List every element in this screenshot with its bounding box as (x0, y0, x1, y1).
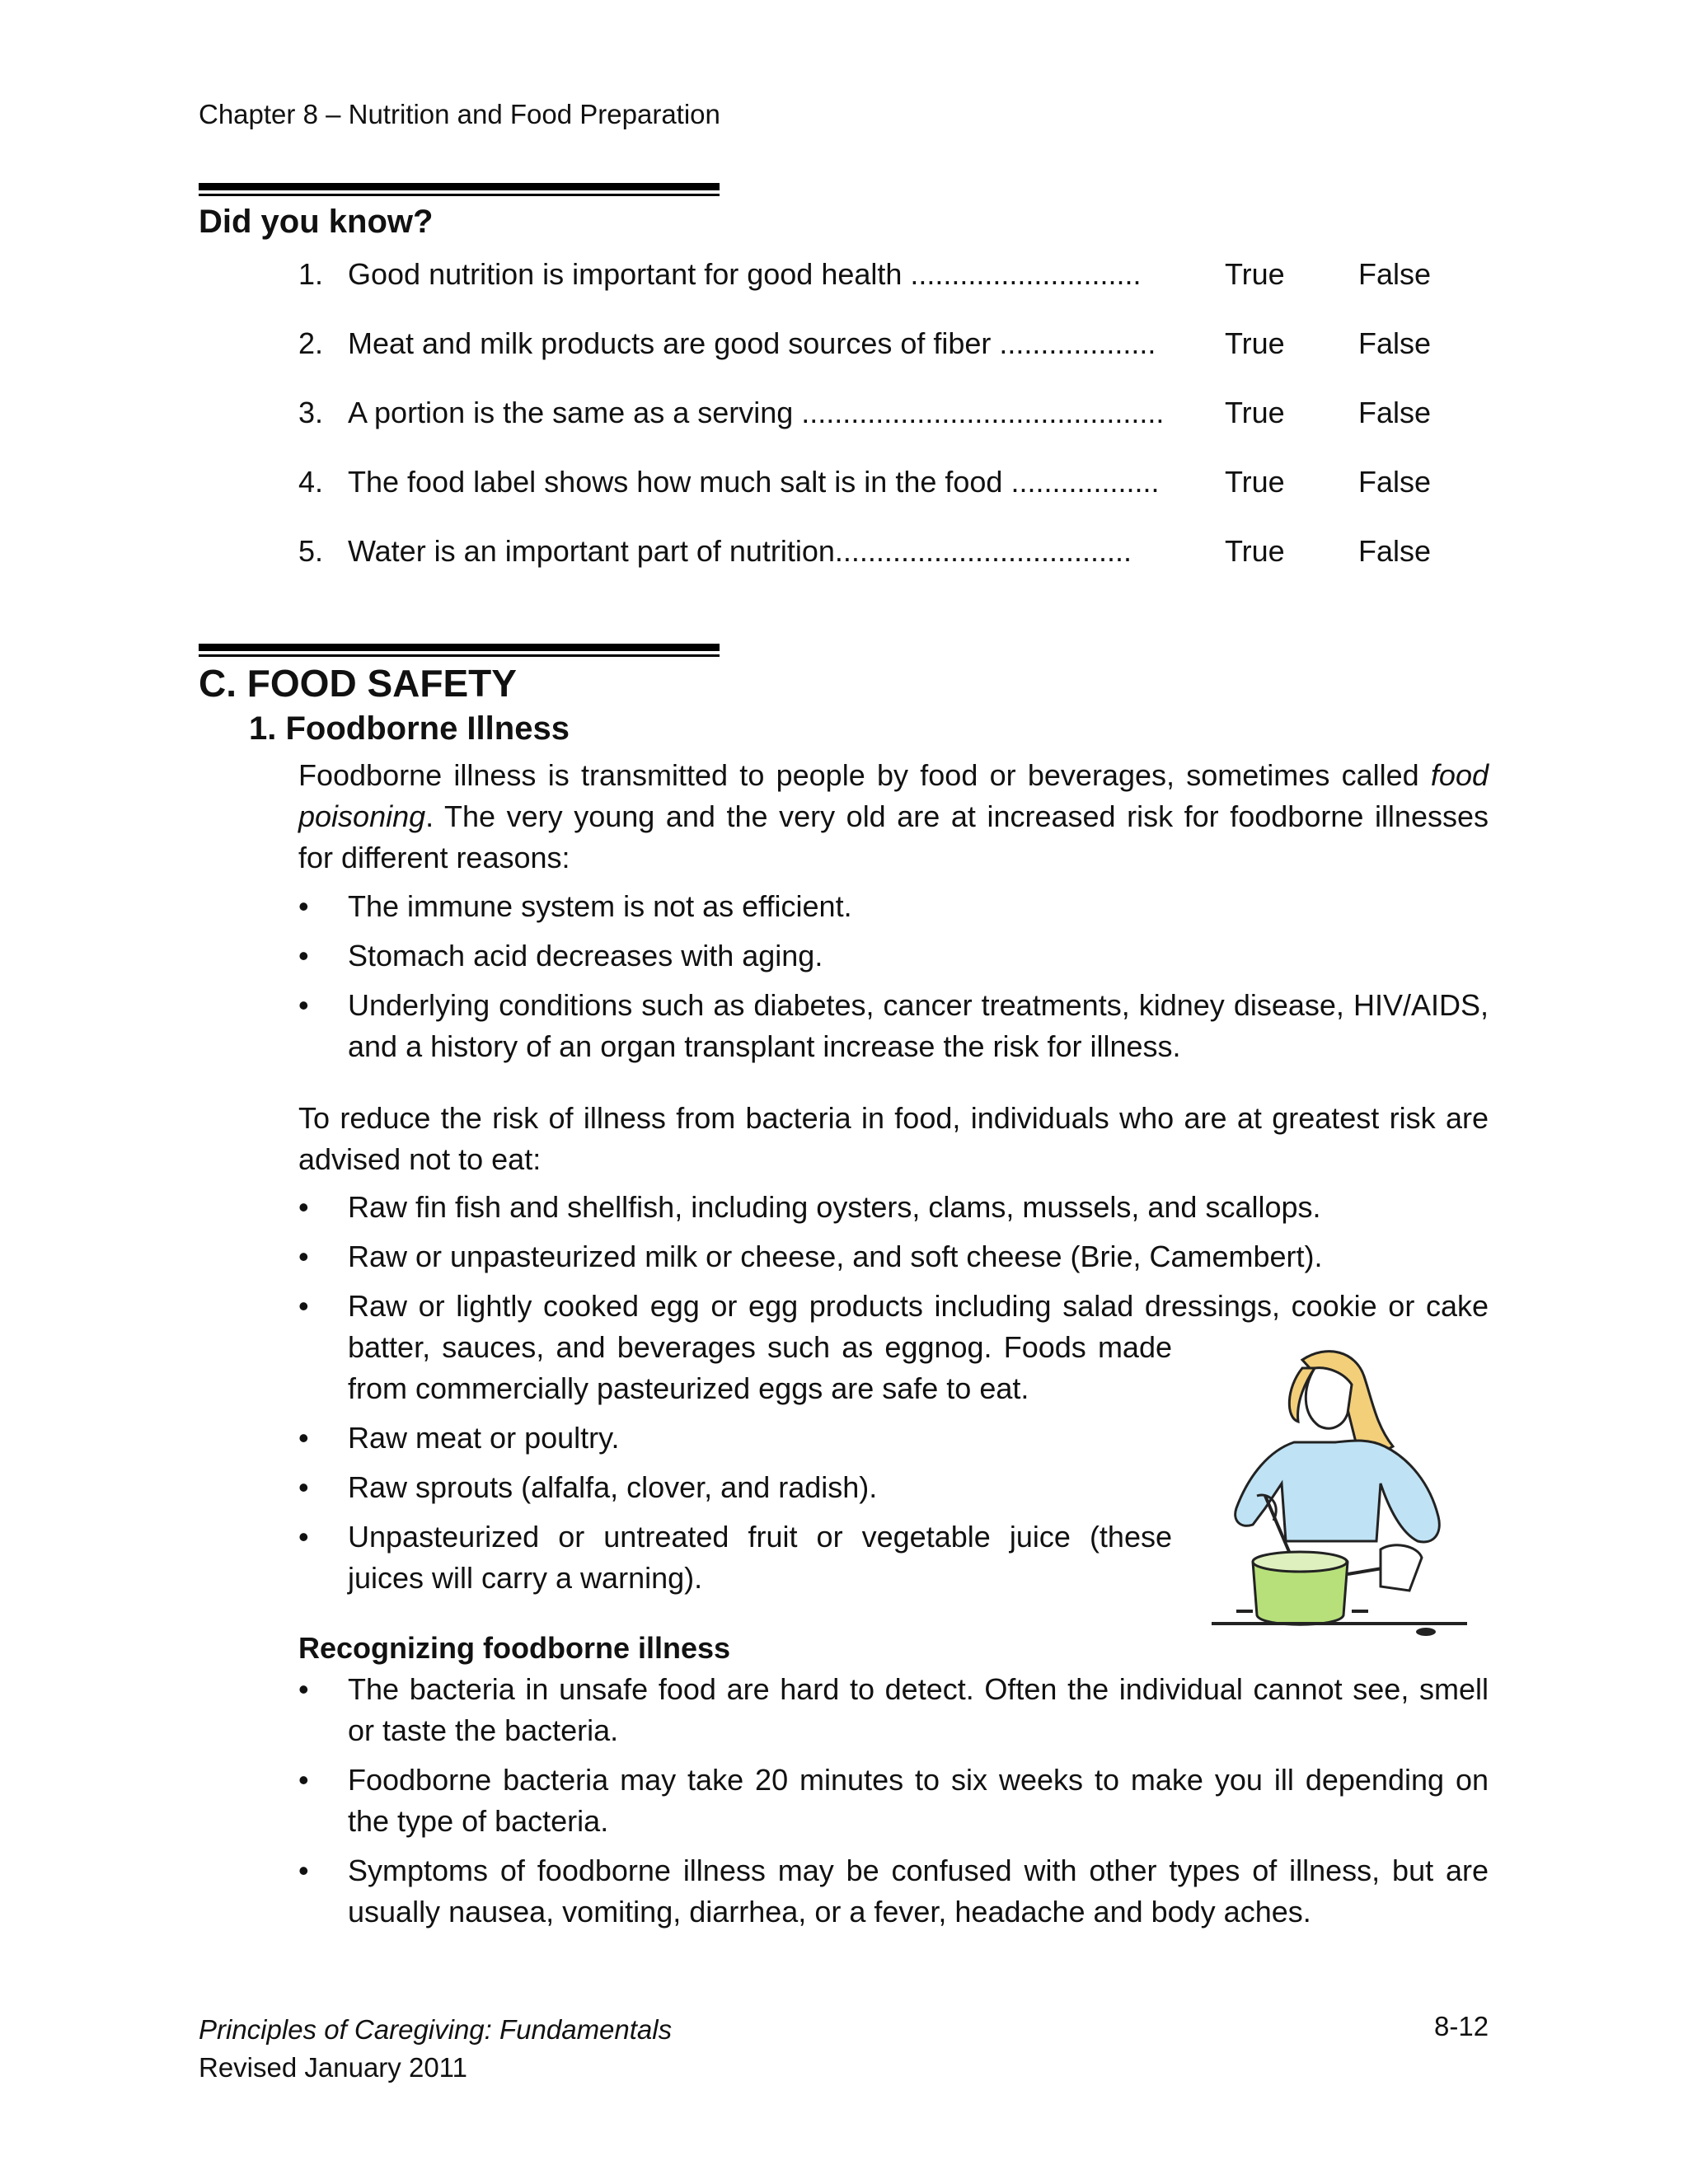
bullet-icon: • (298, 1470, 309, 1504)
list-item-text: Raw or lightly cooked egg or egg products including salad dressings, cookie or cake (348, 1289, 1489, 1323)
list-item (298, 985, 1489, 1067)
false-option[interactable]: False (1358, 396, 1432, 429)
false-option[interactable]: False (1358, 465, 1432, 499)
list-item (298, 1236, 1489, 1277)
list-item-text: Symptoms of foodborne illness may be confused with other types of illness, but are usually nausea, vomiting, diarrhea, or a fever, headache and body aches. (348, 1854, 1489, 1929)
quiz-number: 2. (298, 326, 324, 360)
true-option[interactable]: True (1225, 534, 1285, 568)
true-option[interactable]: True (1225, 326, 1285, 360)
section-title: C. FOOD SAFETY (199, 662, 517, 705)
bullet-icon: • (298, 1520, 309, 1554)
recognizing-list (298, 1669, 1489, 1941)
did-you-know-title: Did you know? (199, 204, 434, 240)
intro-text-b: . The very young and the very old are at increased risk for foodborne illnesses for different reasons: (298, 799, 1489, 874)
quiz-item (298, 257, 1452, 326)
true-option[interactable]: True (1225, 465, 1285, 499)
list-item-text: Unpasteurized or untreated fruit or vegetable juice (these juices will carry a warning). (348, 1520, 1172, 1595)
bullet-icon: • (298, 1240, 309, 1273)
intro-paragraph (298, 755, 1489, 879)
quiz-number: 3. (298, 396, 324, 429)
quiz-item (298, 534, 1452, 603)
list-item (298, 1187, 1489, 1228)
reasons-list (298, 886, 1489, 1076)
bullet-icon: • (298, 1190, 309, 1224)
list-item-text: Foodborne bacteria may take 20 minutes to six weeks to make you ill depending on the type of bacteria. (348, 1763, 1489, 1838)
list-item-text: The bacteria in unsafe food are hard to detect. Often the individual cannot see, smell or taste the bacteria. (348, 1672, 1489, 1747)
page-number: 8-12 (1434, 2011, 1489, 2041)
chapter-header: Chapter 8 – Nutrition and Food Preparation (199, 99, 720, 129)
section-rule (199, 183, 720, 196)
list-item-text: Raw fin fish and shellfish, including oysters, clams, mussels, and scallops. (348, 1190, 1321, 1224)
list-item (298, 1760, 1489, 1842)
quiz-item (298, 396, 1452, 465)
quiz-question: Good nutrition is important for good health ............................ (348, 257, 1142, 291)
section-rule (199, 644, 720, 657)
list-item-text: Raw or unpasteurized milk or cheese, and soft cheese (Brie, Camembert). (348, 1240, 1323, 1273)
list-item-text: The immune system is not as efficient. (348, 889, 852, 923)
quiz-question: A portion is the same as a serving ............................................ (348, 396, 1165, 429)
quiz-question: The food label shows how much salt is in the food .................. (348, 465, 1160, 499)
list-item (298, 1669, 1489, 1751)
quiz-item (298, 465, 1452, 534)
quiz-number: 5. (298, 534, 324, 568)
quiz-list (298, 257, 1452, 603)
bullet-icon: • (298, 1672, 309, 1706)
footer-title: Principles of Caregiving: Fundamentals (199, 2014, 673, 2045)
intro-text-a: Foodborne illness is transmitted to people by food or beverages, sometimes called (298, 758, 1431, 792)
bullet-icon: • (298, 988, 309, 1022)
intro-emphasis: food poisoning (298, 758, 1489, 833)
bullet-icon: • (298, 939, 309, 972)
list-item (298, 1850, 1489, 1933)
list-item-continuation: batter, sauces, and beverages such as eggnog. Foods made from commercially pasteurized eggs are safe to eat. (348, 1330, 1172, 1405)
bullet-icon: • (298, 1763, 309, 1797)
woman-cooking-illustration (1203, 1343, 1475, 1640)
list-item-text: Raw sprouts (alfalfa, clover, and radish). (348, 1470, 878, 1504)
bullet-icon: • (298, 1854, 309, 1887)
bullet-icon: • (298, 889, 309, 923)
advice-paragraph: To reduce the risk of illness from bacteria in food, individuals who are at greatest risk are advised not to eat: (298, 1101, 1489, 1176)
subsection-title: 1. Foodborne Illness (249, 710, 570, 747)
bullet-icon: • (298, 1421, 309, 1455)
false-option[interactable]: False (1358, 534, 1432, 568)
false-option[interactable]: False (1358, 257, 1432, 291)
quiz-question: Water is an important part of nutrition.................................... (348, 534, 1132, 568)
true-option[interactable]: True (1225, 396, 1285, 429)
list-item-text: Stomach acid decreases with aging. (348, 939, 823, 972)
footer-revised: Revised January 2011 (199, 2052, 467, 2083)
false-option[interactable]: False (1358, 326, 1432, 360)
quiz-number: 1. (298, 257, 324, 291)
list-item (298, 935, 1489, 977)
quiz-number: 4. (298, 465, 324, 499)
true-option[interactable]: True (1225, 257, 1285, 291)
list-item (298, 886, 1489, 927)
bullet-icon: • (298, 1289, 309, 1323)
list-item-text: Underlying conditions such as diabetes, cancer treatments, kidney disease, HIV/AIDS, and a history of an organ transplant increase the risk for illness. (348, 988, 1489, 1063)
quiz-item (298, 326, 1452, 396)
recognizing-title: Recognizing foodborne illness (298, 1631, 731, 1665)
list-item-text: Raw meat or poultry. (348, 1421, 620, 1455)
page-footer (199, 2011, 672, 2087)
quiz-question: Meat and milk products are good sources of fiber ................... (348, 326, 1156, 360)
